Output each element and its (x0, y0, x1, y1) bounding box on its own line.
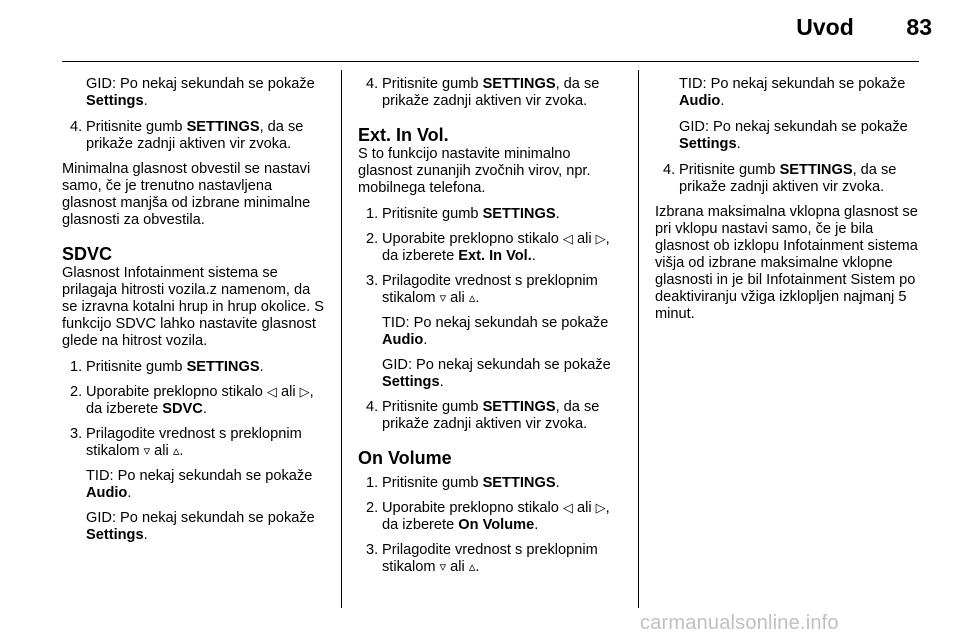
list-item: 4. Pritisnite gumb SETTINGS, da se prikaže zadnji aktiven vir zvoka. (70, 119, 304, 152)
list-item: 2. Uporabite preklopno stikalo ◁ ali ▷, da izberete SDVC. (70, 384, 314, 417)
arrow-left-icon: ◁ (562, 501, 573, 516)
arrow-up-icon: ▵ (468, 560, 476, 575)
arrow-down-icon: ▿ (143, 444, 151, 459)
list-item: 3. Prilagodite vrednost s preklopnim stikalom ▿ ali ▵. TID: Po nekaj sekundah se pokaže Audio. GID: Po nekaj sekundah se pokaže Settings. (358, 273, 624, 391)
gid-note: GID: Po nekaj sekundah se pokaže Settings. (679, 119, 908, 152)
section-heading: Ext. In Vol. (358, 125, 449, 145)
list-item: 3. Prilagodite vrednost s preklopnim stikalom ▿ ali ▵. (366, 542, 598, 575)
steps-list (62, 359, 326, 544)
gid-note: GID: Po nekaj sekundah se pokaže Settings. (86, 510, 315, 543)
list-item: 4. Pritisnite gumb SETTINGS, da se prikaže zadnji aktiven vir zvoka. (366, 76, 600, 109)
paragraph: Izbrana maksimalna vklopna glasnost se pri vklopu nastavi samo, če je bila glasnost ob izklopu Infotainment sistema višja od izbrane maksimalne vklopne glasnosti in je bil Infotainment Sistem po deaktiviranju vžiga izklopljen najmanj 5 minut. (655, 204, 918, 322)
page-number: 83 (906, 14, 932, 40)
list-item: 2. Uporabite preklopno stikalo ◁ ali ▷, da izberete Ext. In Vol.. (366, 231, 610, 264)
gid-note: GID: Po nekaj sekundah se pokaže Settings. (86, 76, 315, 109)
column-1 (62, 76, 326, 552)
column-divider-1 (341, 70, 342, 608)
steps-list (358, 475, 624, 576)
list-item: 1. Pritisnite gumb SETTINGS. (366, 206, 560, 222)
column-2 (358, 76, 624, 584)
arrow-down-icon: ▿ (439, 560, 447, 575)
paragraph: S to funkcijo nastavite minimalno glasnost zunanjih zvočnih virov, npr. mobilnega telefona. (358, 146, 591, 196)
list-item: 2. Uporabite preklopno stikalo ◁ ali ▷, da izberete On Volume. (366, 500, 610, 533)
arrow-up-icon: ▵ (172, 444, 180, 459)
steps-list (62, 119, 326, 153)
tid-note: TID: Po nekaj sekundah se pokaže Audio. (679, 76, 906, 109)
arrow-left-icon: ◁ (266, 385, 277, 400)
watermark: carmanualsonline.info (640, 612, 839, 634)
tid-note: TID: Po nekaj sekundah se pokaže Audio. (86, 468, 313, 501)
paragraph: Minimalna glasnost obvestil se nastavi samo, če je trenutno nastavljena glasnost manjša od izbrane minimalne glasnosti za obvestila. (62, 161, 311, 228)
column-3 (655, 76, 921, 332)
arrow-right-icon: ▷ (299, 385, 310, 400)
arrow-right-icon: ▷ (595, 232, 606, 247)
steps-list (655, 162, 921, 196)
arrow-right-icon: ▷ (595, 501, 606, 516)
steps-list (358, 76, 624, 110)
paragraph: Glasnost Infotainment sistema se prilagaja hitrosti vozila.z namenom, da se izravna kotalni hrup in hrup okolice. S funkcijo SDVC lahko nastavite glasnost glede na hitrost vozila. (62, 265, 325, 349)
list-item: 1. Pritisnite gumb SETTINGS. (366, 475, 560, 491)
column-divider-2 (638, 70, 639, 608)
gid-note: GID: Po nekaj sekundah se pokaže Settings. (382, 357, 611, 390)
list-item: 3. Prilagodite vrednost s preklopnim stikalom ▿ ali ▵. TID: Po nekaj sekundah se pokaže Audio. GID: Po nekaj sekundah se pokaže Settings. (62, 426, 326, 544)
header-divider (62, 61, 919, 62)
section-heading: On Volume (358, 448, 452, 468)
tid-note: TID: Po nekaj sekundah se pokaže Audio. (382, 315, 609, 348)
list-item: 1. Pritisnite gumb SETTINGS. (70, 359, 264, 375)
arrow-down-icon: ▿ (439, 291, 447, 306)
list-item: 4. Pritisnite gumb SETTINGS, da se prikaže zadnji aktiven vir zvoka. (663, 162, 897, 195)
arrow-up-icon: ▵ (468, 291, 476, 306)
list-item: 4. Pritisnite gumb SETTINGS, da se prikaže zadnji aktiven vir zvoka. (366, 399, 600, 432)
arrow-left-icon: ◁ (562, 232, 573, 247)
steps-list (358, 206, 624, 433)
section-heading: SDVC (62, 244, 113, 264)
section-title: Uvod (796, 14, 854, 40)
